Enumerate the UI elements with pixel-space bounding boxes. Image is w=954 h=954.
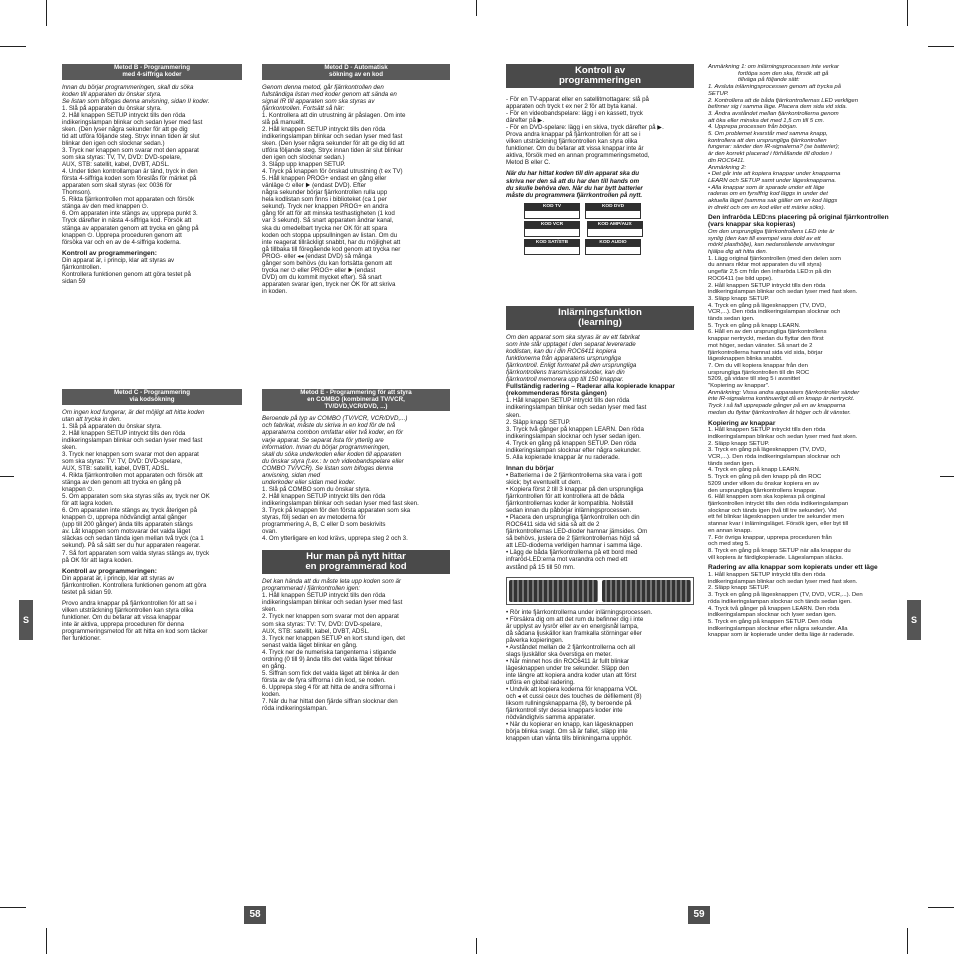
method-e-text: Beroende på typ av COMBO (TV/VCR, VCR/DVD,...) och fabrikat, måste du skriva in en kod för de två apparaterna combon omfattar eller två koder, en för varje apparat. Se separat lista för ytterlig are information. Innan du börjar programmeringen, skall du söka underkoden eller koden till apparaten du önskar styra (t.ex.: tv och videobandspelare eller COMBO TV/VCR). Se listan som bifogas denna anvisning, sidan med underkoder eller sidan med koder. 1. Slå på COMBO som du önskar styra. 2. Håll knappen SETUP intryckt tills den röda indikeringslampan blinkar och sedan lyser med fast sken. 3. Tryck på knappen för den första apparaten som ska styras, följ sedan en av metoderna för programmering A, B, C eller D som beskrivits ovan. 4. Om ytterligare en kod krävs, upprepa steg 2 och 3.	[262, 415, 419, 543]
page-number-left: 58	[244, 906, 266, 924]
ir-led-intro: Om den ursprungliga fjärrkontrollens LED inte är synlig (den kan till exempel vara dold av ett mörkt plasthölje), kan nedanstående anvisningar hjälpa dig att hitta den.	[708, 228, 835, 255]
section-header-learning: Inlärningsfunktion (learning)	[506, 306, 694, 330]
method-c-check-text: Din apparat är, i princip, klar att styras av fjärrkontrollen. Kontrollera funktionen genom att göra testet på sidan 59. Provo andra knappar på fjärrkontrollen för att se i vilken utsträckning fjärrkontrollen kan styra olika funktioner. Om du befarar att vissa knappar inte är aktiva, upprepa proceduren för denna programmeringsmetod för att hitta en kod som täcker fler funktioner.	[62, 574, 208, 643]
learning-intro: Om den apparat som ska styras är av ett fabrikat som inte står upptaget i den separat levererade kodlistan, kan du i din ROC6411 kopiera funktionerna från apparatens ursprungliga fjärrkontroll. Enligt formatet på den ursprungliga fjärrkontrollens transmissionskoder, kan din fjärrkontroll memorera upp till 150 knappar.	[506, 334, 640, 384]
find-code-text: Det kan hända att du måste leta upp koden som är programmerad i fjärrkontrollen igen: 1. Håll knappen SETUP intryckt tills den röda indikeringslampan blinkar och sedan lyser med fast sken. 2. Tryck ner knappen som svarar mot den apparat som ska styras: TV: TV, DVD: DVD-spelare, AUX, STB: satellit, kabel, DVBT, ADSL. 3. Tryck ner knappen SETUP en kort stund igen, det senast valda läget blinkar en gång. 4. Tryck ner de numeriska tangenterna i stigande ordning (0 till 9) ända tills det valda läget blinkar en gång. 5. Siffran som fick det valda läget att blinka är den första av de fyra siffrorna i din kod, se noden. 6. Upprepa steg 4 för att hitta de andra siffrorna i koden. 7. När du har hittat den fjärde siffran slocknar den röda indikeringslampan.	[262, 578, 405, 713]
page-number-right: 59	[688, 906, 710, 924]
roc6411-remote-image	[602, 580, 691, 602]
section-header-find-code: Hur man på nytt hittar en programmerad kod	[262, 550, 450, 574]
code-boxes	[506, 203, 694, 257]
column-1b	[62, 389, 242, 642]
column-2b	[262, 389, 450, 712]
erase-mode-steps: 1. Håll knappen SETUP intryckt tills den röda indikeringslampan blinkar och sedan lyser med fast sken. 2. Släpp knapp SETUP. 3. Tryck en gång på lägesknappen (TV, DVD, VCR,...). Den röda indikeringslampan slocknar och tänds sedan igen. 4. Tryck två gånger på knappen LEARN. Den röda indikeringslampan slocknar och lyser sedan igen. 5. Tryck en gång på knappen SETUP. Den röda indikeringslampan slocknar efter några sekunder. Alla knappar som är kopierade under detta läge är raderade.	[708, 572, 863, 639]
before-start-list-2: • Rör inte fjärrkontrollerna under inlärningsprocessen. • Försäkra dig om att det rum du befinner dig i inte är upplyst av lysrör eller av en energisnål lampa, då sådana ljuskällor kan framkalla störningar eller påverka kopieringen. • Avståndet mellan de 2 fjärrkontrollerna och all slags ljuskällor ska överstiga en meter. • När minnet hos din ROC6411 är fullt blinkar lägesknappen under tre sekunder. Släpp den inte längre att kopiera andra koder utan att först utföra en global radering. • Undvik att kopiera koderna för knapparna VOL och ◂ et cussi ceux des touches de défilement (8) liksom rullningsknapparna (8), ty beroende på fjärrkontroll styr dessa knappars koder inte nödvändigtvis samma apparater. • När du kopierar en knapp, kan lägesknappen börja blinka svagt. Om så är fallet, släpp inte knappen utan vänta tills blinkningarna upphör.	[506, 608, 653, 743]
code-box-sat-stb[interactable]: KOD SAT/STB	[524, 239, 580, 255]
notes-text: Anmärkning 1: om inlärningsprocessen inte verkar fortlöpa som den ska, försök att gå tillväga på följande sätt: 1. Avsluta inlärningsprocessen genom att trycka på SETUP. 2. Kontrollera att de båda fjärrkontrollernas LED verkligen befinner sig i samma läge. Placera dem sida vid sida. 3. Ändra avståndet mellan fjärrkontrollerna genom att öka eller minska det med 1,5 cm till 5 cm. 4. Upprepa processen från början. 5. Om problemet kvarstår med samma knapp, kontrollera att den ursprungliga fjärrkontrollen fungerar: sänder den IR-signalerna? (se batterier); är den korrekt placerad i förhållande till dioden i din ROC6411. Anmärkning 2: • Det går inte att kopiera knappar under knapparna LEARN och SETUP samt under lägesknapparna. • Alla knappar som är sparade under ett läge raderas om en fyrsiffrig kod läggs in under det aktuella läget (samma sak gäller om en kod läggs in direkt och om en kod eller ett märke söks).	[708, 64, 858, 211]
section-header-method-e: Metod E - Programmering för att styra en COMBO (kombinerad TV/VCR, TV/DVD,VCR/DVD, ...)	[262, 389, 450, 411]
ir-led-steps: 1. Lägg original fjärrkontrollen (med den delen som du annars riktar mot apparaten du vill styra) ungefär 2,5 cm från den infraröda LED:n på din ROC6411 (se bild uppe). 2. Håll knappen SETUP intryckt tills den röda indikeringslampan blinkar och sedan lyser med fast sken. 3. Släpp knapp SETUP. 4. Tryck en gång på lägesknappen (TV, DVD, VCR,...). Den röda indikeringslampan slocknar och tänds sedan igen. 5. Tryck en gång på knapp LEARN. 6. Håll en av den ursprungliga fjärrkontrollens knappar nertryckt, medan du flyttar den först mot höger, sedan vänster. Så snart de 2 fjärrkontrollerna hamnat sida vid sida, börjar lägesknappen blinka snabbt. 7. Om du vill kopiera knappar från den ursprungliga fjärrkontrollen till din ROC 5209, gå vidare till steg 5 i avsnittet "Kopiering av knappar".	[708, 255, 858, 390]
section-header-method-b: Metod B - Programmering med 4-siffriga koder	[62, 64, 242, 80]
full-erase-heading: Fullständig radering – Raderar alla kopierade knappar (rekommenderas första gången)	[506, 383, 675, 398]
code-box-vcr[interactable]: KOD VCR	[524, 221, 580, 237]
code-box-tv[interactable]: KOD TV	[524, 203, 580, 219]
column-3b	[506, 306, 694, 742]
section-header-check: Kontroll av programmeringen	[506, 64, 694, 88]
method-b-text: Innan du börjar programmeringen, skall du söka koden till apparaten du önskar styra. Se listan som bifogas denna anvisning, sidan II koder. 1. Slå på apparaten du önskar styra. 2. Håll knappen SETUP intryckt tills den röda indikeringslampan blinkar och sedan lyser med fast sken. (Den lyser några sekunder för att ge dig tid att utföra följande steg. Stryx innan tiden är slut blinkar den igen och slocknar sedan.) 3. Tryck ner knappen som svarar mot den apparat som ska styras: TV, TV, DVD: DVD-spelare, AUX, STB: satellit, kabel, DVBT, ADSL. 4. Under tiden kontrollampan är tänd, tryck in den första 4-siffriga koden som föreslås för märket på apparaten som skall styras (ex: 0036 för Thomson). 5. Rikta fjärrkontrollen mot apparaten och försök stänga av den med knappen ⏻. 6. Om apparaten inte stängs av, upprepa punkt 3. Tryck därefter in nästa 4-siffriga kod. Försök att stänga av apparaten genom att trycka en gång på knappen ⏻. Upprepa proceduren genom att försöka var och en av de 4-siffriga koderna.	[62, 83, 210, 246]
column-4	[708, 64, 898, 639]
check-text: - För en TV-apparat eller en satellitmottagare: slå på apparaten och tryck t ex ner 2 för att byta kanal. - För en videobandspelare: lägg i en kassett, tryck därefter på ▶. - För en DVD-spelare: lägg i en skiva, tryck därefter på ▶. Prova andra knappar på fjärrkontrollen för att se i vilken utsträckning fjärrkontrollen kan styra olika funktioner. Om du befarar att vissa knappar inte är aktiva, försök med en annan programmeringsmetod, Metod B eller C. När du har hittat koden till din apparat ska du skriva ner den så att du har den till hands om du skulle behöva den. När du har bytt batterier måste du programmera fjärrkontrollen på nytt.	[506, 96, 664, 199]
method-c-check-heading: Kontroll av programmeringen:	[62, 567, 157, 575]
code-box-dvd[interactable]: KOD DVD	[585, 203, 641, 219]
side-tab-left: S	[19, 600, 33, 640]
column-1	[62, 64, 242, 285]
remotes-illustration	[506, 577, 694, 605]
side-tab-right: S	[907, 600, 921, 640]
section-header-method-c: Metod C - Programmering via kodsökning	[62, 389, 242, 405]
copy-keys-steps: 1. Håll knappen SETUP intryckt tills den röda indikeringslampan blinkar och sedan lyser med fast sken. 2. Släpp knapp SETUP. 3. Tryck en gång på lägesknappen (TV, DVD, VCR,...). Den röda indikeringslampan slocknar och tänds sedan igen. 4. Tryck en gång på knapp LEARN. 5. Tryck en gång på den knapp på din ROC 5209 under vilken du önskar kopiera en av den ursprungliga fjärrkontrollens knappar. 6. Håll knappen som ska kopieras på original fjärrkontrollen intryckt tills den röda indikeringslampan slocknar och tänds igen (två till tre sekunder). Vid ett fel blinkar lägesknappen under tre sekunder men stannar kvar i inlärningsläget. Försök igen, eller byt till en annan knapp. 7. För övriga knappar, upprepa proceduren från och med steg 5. 8. Tryck en gång på knapp SETUP när alla knappar du vill kopiera är färdigkopierade. Lägeslampan släcks.	[708, 427, 858, 561]
method-b-check-heading: Kontroll av programmeringen:	[62, 249, 157, 257]
method-c-text: Om ingen kod fungerar, är det möjligt att hitta koden utan att trycka in den. 1. Slå på apparaten du önskar styra. 2. Håll knappen SETUP intryckt tills den röda indikeringslampan blinkar och sedan lyser med fast sken. 3. Tryck ner knappen som svarar mot den apparat som ska styras: TV: TV, DVD: DVD-spelare, AUX, STB: satellit, kabel, DVBT, ADSL. 4. Rikta fjärrkontrollen mot apparaten och försök att stänga av den genom att trycka en gång på knappen ⏻. 5. Om apparaten som ska styras slås av, tryck ner OK för att lagra koden. 6. Om apparaten inte stängs av, tryck återigen på knappen ⏻, upprepa nödvändigt antal gånger (upp till 200 gånger) ända tills apparaten stängs av. Låt knappen som motsvarar det valda läget släckas och sedan tända igen mellan två tryck (ca 1 sekund). På så sätt ser du hur apparaten reagerar. 7. Så fort apparaten som valda styras stängs av, tryck på OK för att lagra koden.	[62, 408, 210, 564]
copy-keys-heading: Kopiering av knappar	[708, 419, 776, 427]
erase-mode-heading: Radering av alla knappar som kopierats under ett läge	[708, 564, 878, 572]
section-header-method-d: Metod D - Automatisk sökning av en kod	[262, 64, 450, 80]
method-d-text: Genom denna metod, går fjärrkontrollen den fullständiga listan med koder genom att sända en signal IR till apparaten som ska styras av fjärrkontrollen. Fortsätt så här: 1. Kontrollera att din utrustning är påslagen. Om inte slå på manuellt. 2. Håll knappen SETUP intryckt tills den röda indikeringslampan blinkar och sedan lyser med fast sken. (Den lyser några sekunder för att ge dig tid att utföra följande steg. Stryx innan tiden är slut blinkar den igen och slocknar sedan.) 3. Släpp upp knappen SETUP. 4. Tryck på knappen för önskad utrustning (t ex TV) 5. Håll knappen PROG+ endast en gång eller vänläge ⏻ eller ▶ (endast DVD). Efter några sekunder börjar fjärrkontrollen rulla upp hela kodlistan som finns i biblioteket (ca 1 per sekund). Tryck ner knappen PROG+ en andra gång för att för att minska testhastigheten (1 kod var 3 sekund). Så snart apparaten ändrar kanal, ska du omedelbart trycka ner OK för att spara koden och stoppa uppsullningen av listan. Om du inte reagerat tillräckligt snabbt, har du möjlighet att gå tillbaka till föregående kod genom att trycka ner PROG- eller ◂◂ (endast DVD) så många gånger som behövs (du kan fortsätta genom att trycka ner ⏻ eller PROG+ eller ▶ (endast DVD) om du kommit mycket efter). Så snart apparaten svarar igen, tryck ner OK för att skriva in koden.	[262, 83, 406, 295]
method-b-check-text: Din apparat är, i princip, klar att styras av fjärrkontrollen. Kontrollera funktionen genom att göra testet på sidan 59	[62, 256, 191, 285]
before-start-list: • Batterierna i de 2 fjärrkontrollerna ska vara i gott skick; byt eventuellt ut dem. • Kopiera först 2 till 3 knappar på den ursprungliga fjärrkontrollen för att kontrollera att de båda fjärrkontrollernas koder är kompatibla. Nollställ sedan innan du påbörjar inlärningsprocessen. • Placera den ursprungliga fjärrkontrollen och din ROC6411 sida vid sida så att de 2 fjärrkontrollernas LED-dioder hamnar jämsides. Om så behövs, justera de 2 fjärrkontrollernas höjd så att LED-dioderna verkligen hamnar i samma läge. • Lägg de båda fjärrkontrollerna på ett bord med infraröd-LED:erna mot varandra och med ett avstånd på 15 till 50 mm.	[506, 471, 648, 571]
ir-led-heading: Den infraröda LED:ns placering på original fjärrkontrollen (vars knappar ska kopieras)	[708, 214, 889, 229]
column-2	[262, 64, 450, 295]
original-remote-image	[509, 580, 598, 602]
full-erase-steps: 1. Håll knappen SETUP intryckt tills den röda indikeringslampan blinkar och sedan lyser med fast sken. 2. Släpp knapp SETUP. 3. Tryck två gånger på knappen LEARN. Den röda indikeringslampan slocknar och lyser sedan igen. 4. Tryck en gång på knappen SETUP. Den röda indikeringslampan slocknar efter några sekunder. 5. Alla kopierade knappar är nu raderade.	[506, 397, 647, 461]
column-3	[506, 64, 694, 257]
ir-led-note: Anmärkning: Vissa andra apparaters fjärrkontroller sänder inte IR-signalerna kontinuerligt då en knapp är nertryckt. Tryck i så fall upprepade gånger på en av knapparna medan du flyttar fjärrkontrollen åt höger och åt vänster.	[708, 389, 860, 416]
before-start-heading: Innan du börjar	[506, 464, 554, 472]
code-box-amp-aux[interactable]: KOD AMP/AUX	[587, 221, 643, 237]
code-box-audio[interactable]: KOD AUDIO	[585, 239, 641, 255]
